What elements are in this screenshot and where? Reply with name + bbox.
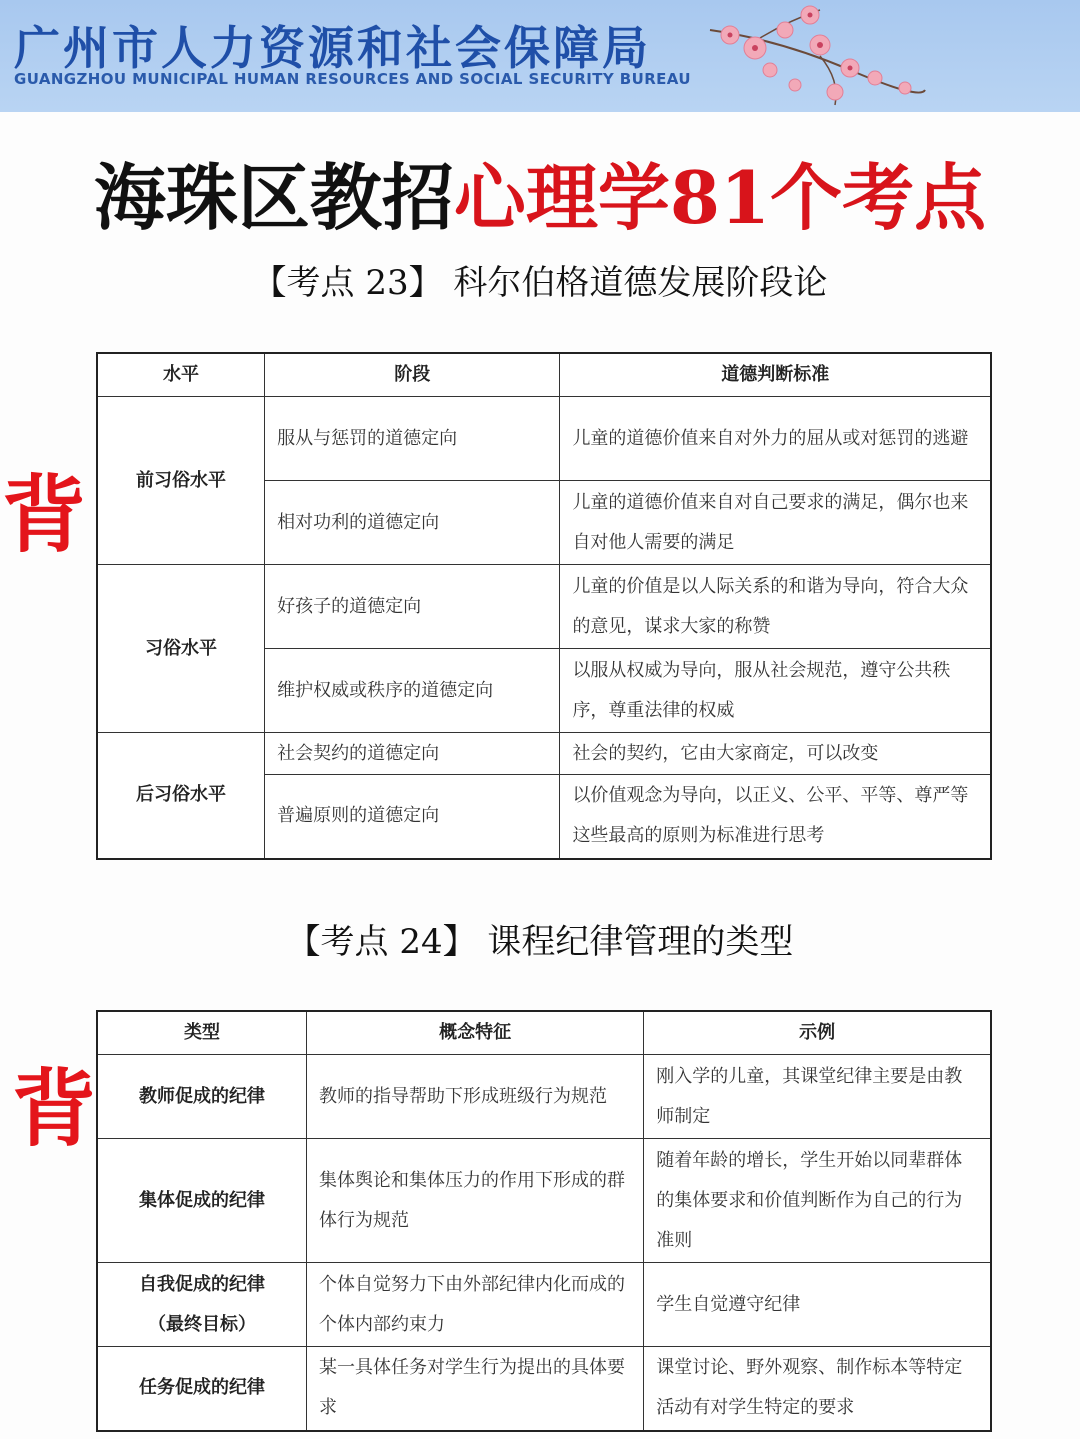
page-title bbox=[0, 140, 1080, 244]
kohlberg-table bbox=[96, 352, 992, 860]
page-title-highlight: 心理学81个考点 bbox=[453, 155, 987, 240]
type-cell bbox=[97, 1263, 307, 1347]
stage-cell: 维护权威或秩序的道德定向 bbox=[265, 649, 560, 733]
column-header-concept: 概念特征 bbox=[307, 1011, 644, 1055]
standard-cell: 以价值观念为导向，以正义、公平、平等、尊严等这些最高的原则为标准进行思考 bbox=[560, 775, 991, 859]
type-cell bbox=[97, 1139, 307, 1263]
page-title-main: 海珠区教招 bbox=[93, 155, 454, 240]
type-cell bbox=[97, 1055, 307, 1139]
section-title-discipline: 【考点 24】 课程纪律管理的类型 bbox=[286, 922, 794, 962]
type-label: 自我促成的纪律 bbox=[139, 1273, 266, 1295]
bureau-name: 广州市人力资源和社会保障局 bbox=[14, 21, 651, 75]
table-row bbox=[97, 1263, 991, 1347]
example-cell: 随着年龄的增长，学生开始以同辈群体的集体要求和价值判断作为自己的行为准则 bbox=[644, 1139, 991, 1263]
column-header-stage: 阶段 bbox=[265, 353, 560, 397]
level-cell: 后习俗水平 bbox=[97, 733, 265, 859]
type-cell bbox=[97, 1347, 307, 1431]
standard-cell: 儿童的道德价值来自对自己要求的满足，偶尔也来自对他人需要的满足 bbox=[560, 481, 991, 565]
column-header-type: 类型 bbox=[97, 1011, 307, 1055]
table-row bbox=[97, 733, 991, 775]
memorize-mark: 背 bbox=[12, 1059, 97, 1158]
example-cell: 刚入学的儿童，其课堂纪律主要是由教师制定 bbox=[644, 1055, 991, 1139]
table-row bbox=[97, 1055, 991, 1139]
concept-cell: 个体自觉努力下由外部纪律内化而成的个体内部约束力 bbox=[307, 1263, 644, 1347]
type-label: 教师促成的纪律 bbox=[139, 1085, 266, 1107]
standard-cell: 儿童的道德价值来自对外力的屈从或对惩罚的逃避 bbox=[560, 397, 991, 481]
column-header-level: 水平 bbox=[97, 353, 265, 397]
standard-cell: 社会的契约，它由大家商定，可以改变 bbox=[560, 733, 991, 775]
stage-cell: 普遍原则的道德定向 bbox=[265, 775, 560, 859]
stage-cell: 好孩子的道德定向 bbox=[265, 565, 560, 649]
table-row bbox=[97, 1139, 991, 1263]
stage-cell: 相对功利的道德定向 bbox=[265, 481, 560, 565]
table-row bbox=[97, 1347, 991, 1431]
type-label: 任务促成的纪律 bbox=[139, 1377, 266, 1399]
standard-cell: 儿童的价值是以人际关系的和谐为导向，符合大众的意见，谋求大家的称赞 bbox=[560, 565, 991, 649]
discipline-table bbox=[96, 1010, 992, 1432]
plum-blossom-decoration bbox=[700, 0, 930, 112]
section-title-kohlberg: 【考点 23】 科尔伯格道德发展阶段论 bbox=[252, 263, 828, 303]
memorize-mark: 背 bbox=[2, 465, 87, 564]
bureau-name-english: GUANGZHOU MUNICIPAL HUMAN RESOURCES AND SOCIAL SECURITY BUREAU bbox=[14, 70, 691, 88]
level-cell: 习俗水平 bbox=[97, 565, 265, 733]
table-header-row bbox=[97, 1011, 991, 1055]
example-cell: 课堂讨论、野外观察、制作标本等特定活动有对学生特定的要求 bbox=[644, 1347, 991, 1431]
table-header-row bbox=[97, 353, 991, 397]
concept-cell: 某一具体任务对学生行为提出的具体要求 bbox=[307, 1347, 644, 1431]
column-header-example: 示例 bbox=[644, 1011, 991, 1055]
column-header-standard: 道德判断标准 bbox=[560, 353, 991, 397]
stage-cell: 服从与惩罚的道德定向 bbox=[265, 397, 560, 481]
concept-cell: 集体舆论和集体压力的作用下形成的群体行为规范 bbox=[307, 1139, 644, 1263]
concept-cell: 教师的指导帮助下形成班级行为规范 bbox=[307, 1055, 644, 1139]
type-label: 集体促成的纪律 bbox=[139, 1189, 266, 1211]
table-row bbox=[97, 397, 991, 481]
header-banner bbox=[0, 0, 1080, 112]
standard-cell: 以服从权威为导向，服从社会规范，遵守公共秩序，尊重法律的权威 bbox=[560, 649, 991, 733]
level-cell: 前习俗水平 bbox=[97, 397, 265, 565]
table-row bbox=[97, 565, 991, 649]
stage-cell: 社会契约的道德定向 bbox=[265, 733, 560, 775]
example-cell: 学生自觉遵守纪律 bbox=[644, 1263, 991, 1347]
type-note: （最终目标） bbox=[148, 1313, 257, 1335]
